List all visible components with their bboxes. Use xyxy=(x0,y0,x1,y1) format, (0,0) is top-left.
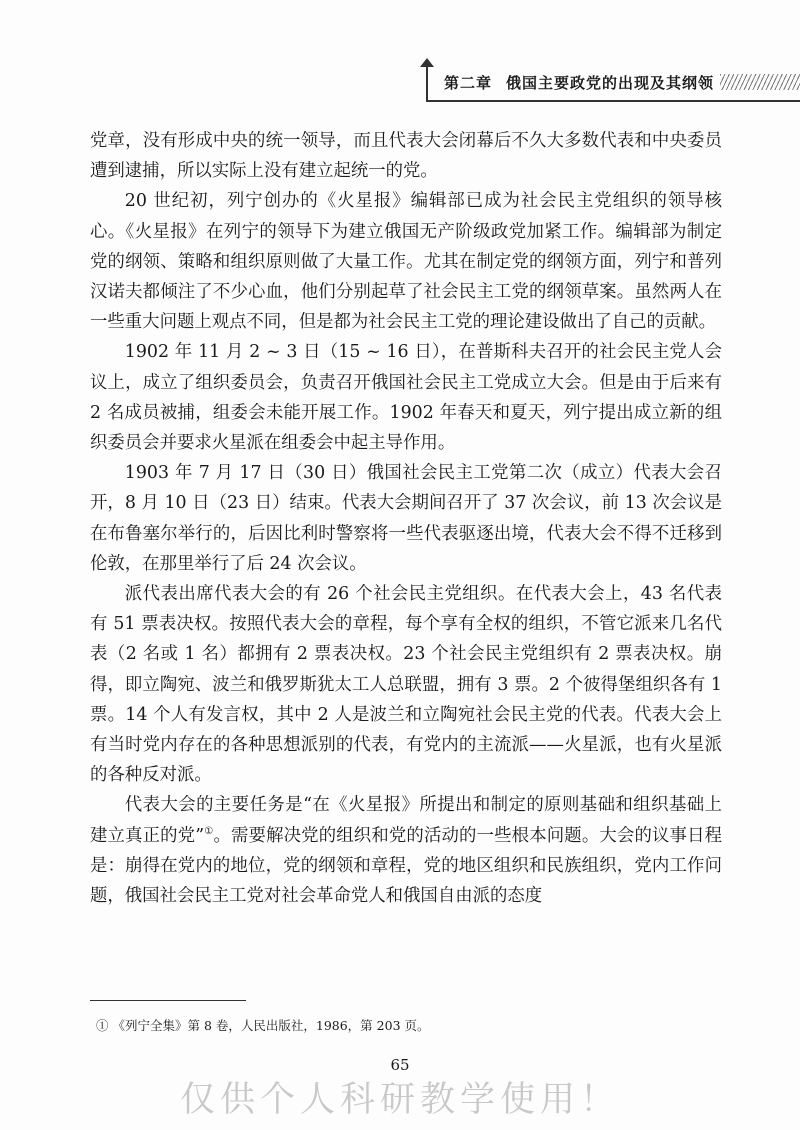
header-arrow-line xyxy=(426,64,428,100)
footnote-marker[interactable]: ① xyxy=(204,825,214,837)
paragraph: 1903 年 7 月 17 日（30 日）俄国社会民主工党第二次（成立）代表大会召开，8 月 10 日（23 日）结束。代表大会期间召开了 37 次会议，前 13 次会议是在布鲁塞尔举行的，后因比利时警察将一些代表驱逐出境，代表大会不得不迁移到伦敦，在那里举行了后 24 次会议。 xyxy=(90,463,722,574)
paragraph: 派代表出席代表大会的有 26 个社会民主党组织。在代表大会上，43 名代表有 51 票表决权。按照代表大会的章程，每个享有全权的组织，不管它派来几名代表（2 名或 1 名）都拥有 2 票表决权。23 个社会民主党组织有 2 票表决权。崩得，即立陶宛、波兰和俄罗斯犹太工人总联盟，拥有 3 票。2 个彼得堡组织各有 1 票。14 个人有发言权，其中 2 人是波兰和立陶宛社会民主党的代表。代表大会上有当时党内存在的各种思想派别的代表，有党内的主流派——火星派，也有火星派的各种反对派。 xyxy=(90,584,722,786)
footnote: ① 《列宁全集》第 8 卷，人民出版社，1986，第 203 页。 xyxy=(96,1018,430,1033)
header-hatch-decoration xyxy=(720,74,800,90)
chapter-name: 俄国主要政党的出现及其纲领 xyxy=(506,74,715,92)
paragraph-text: 代表大会的主要任务是“在《火星报》所提出和制定的原则基础和组织基础上建立真正的党” xyxy=(90,795,722,846)
header-arrow-icon xyxy=(420,58,434,67)
page-number: 65 xyxy=(390,1056,410,1074)
watermark: 仅供个人科研教学使用！ xyxy=(179,1080,620,1120)
chapter-number: 第二章 xyxy=(444,74,493,92)
paragraph-text: 。需要解决党的组织和党的活动的一些根本问题。大会的议事日程是：崩得在党内的地位，党的纲领和章程，党的地区组织和民族组织，党内工作问题，俄国社会民主工党对社会革命党人和俄国自由派的态度 xyxy=(90,825,722,907)
paragraph: 1902 年 11 月 2 ~ 3 日（15 ~ 16 日），在普斯科夫召开的社会民主党人会议上，成立了组织委员会，负责召开俄国社会民主工党成立大会。但是由于后来有 2 名成员被捕，组委会未能开展工作。1902 年春天和夏天，列宁提出成立新的组织委员会并要求火星派在组委会中起主导作用。 xyxy=(90,342,722,454)
running-header xyxy=(420,58,800,102)
header-rule xyxy=(426,100,800,102)
paragraph: 党章，没有形成中央的统一领导，而且代表大会闭幕后不久大多数代表和中央委员遭到逮捕，所以实际上没有建立起统一的党。 xyxy=(90,131,722,182)
chapter-title xyxy=(444,72,714,93)
body-text xyxy=(90,126,722,911)
paragraph: 20 世纪初，列宁创办的《火星报》编辑部已成为社会民主党组织的领导核心。《火星报》在列宁的领导下为建立俄国无产阶级政党加紧工作。编辑部为制定党的纲领、策略和组织原则做了大量工作。尤其在制定党的纲领方面，列宁和普列汉诺夫都倾注了不少心血，他们分别起草了社会民主工党的纲领草案。虽然两人在一些重大问题上观点不同，但是都为社会民主工党的理论建设做出了自己的贡献。 xyxy=(90,191,722,333)
paragraph xyxy=(90,790,722,911)
footnote-rule xyxy=(90,1000,246,1001)
